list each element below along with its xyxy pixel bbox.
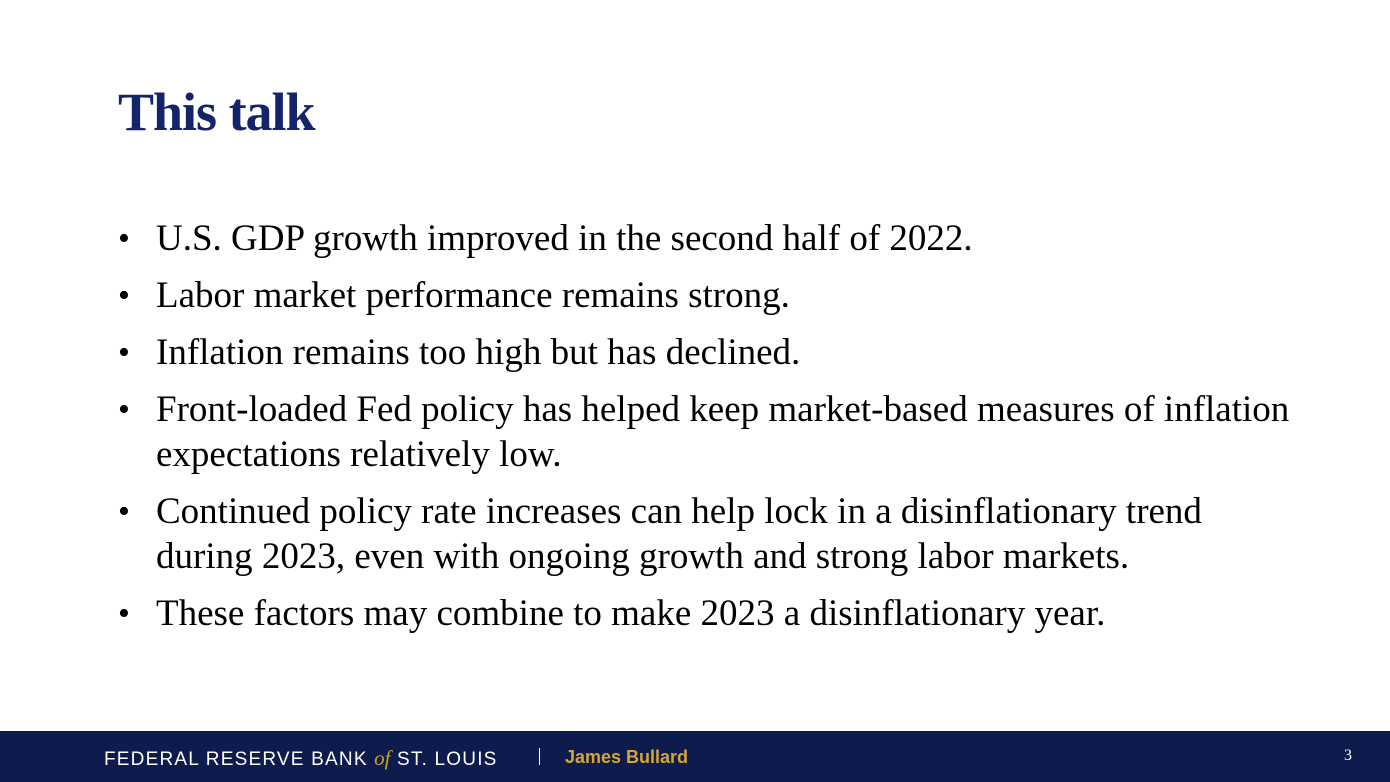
bullet-item <box>118 273 1298 318</box>
bullet-item <box>118 216 1298 261</box>
bank-name-part2: ST. LOUIS <box>390 749 498 770</box>
footer-bar <box>0 731 1390 782</box>
bullet-item <box>118 330 1298 375</box>
bullet-icon: • <box>118 493 130 530</box>
bank-name-logo <box>104 746 498 771</box>
bullet-text: U.S. GDP growth improved in the second half of 2022. <box>156 218 973 259</box>
bullet-text: Front-loaded Fed policy has helped keep market-based measures of inflation expectations relatively low. <box>156 389 1290 475</box>
bullet-text: These factors may combine to make 2023 a disinflationary year. <box>156 593 1106 634</box>
footer-divider <box>539 748 540 765</box>
bullet-item <box>118 489 1298 579</box>
bullet-item <box>118 591 1298 636</box>
bullet-text: Continued policy rate increases can help lock in a disinflationary trend during 2023, even with ongoing growth and strong labor markets. <box>156 491 1202 577</box>
bullet-icon: • <box>118 277 130 314</box>
page-number: 3 <box>1344 747 1352 764</box>
bullet-text: Labor market performance remains strong. <box>156 275 790 316</box>
bullet-item <box>118 387 1298 477</box>
bullet-icon: • <box>118 334 130 371</box>
bullet-icon: • <box>118 391 130 428</box>
bank-name-of: of <box>374 746 391 770</box>
speaker-name: James Bullard <box>565 747 689 767</box>
bank-name-part1: FEDERAL RESERVE BANK <box>104 749 375 770</box>
bullet-icon: • <box>118 220 130 257</box>
bullet-list <box>118 216 1298 648</box>
bullet-icon: • <box>118 595 130 632</box>
bullet-text: Inflation remains too high but has declined. <box>156 332 801 373</box>
slide-title: This talk <box>118 82 315 142</box>
